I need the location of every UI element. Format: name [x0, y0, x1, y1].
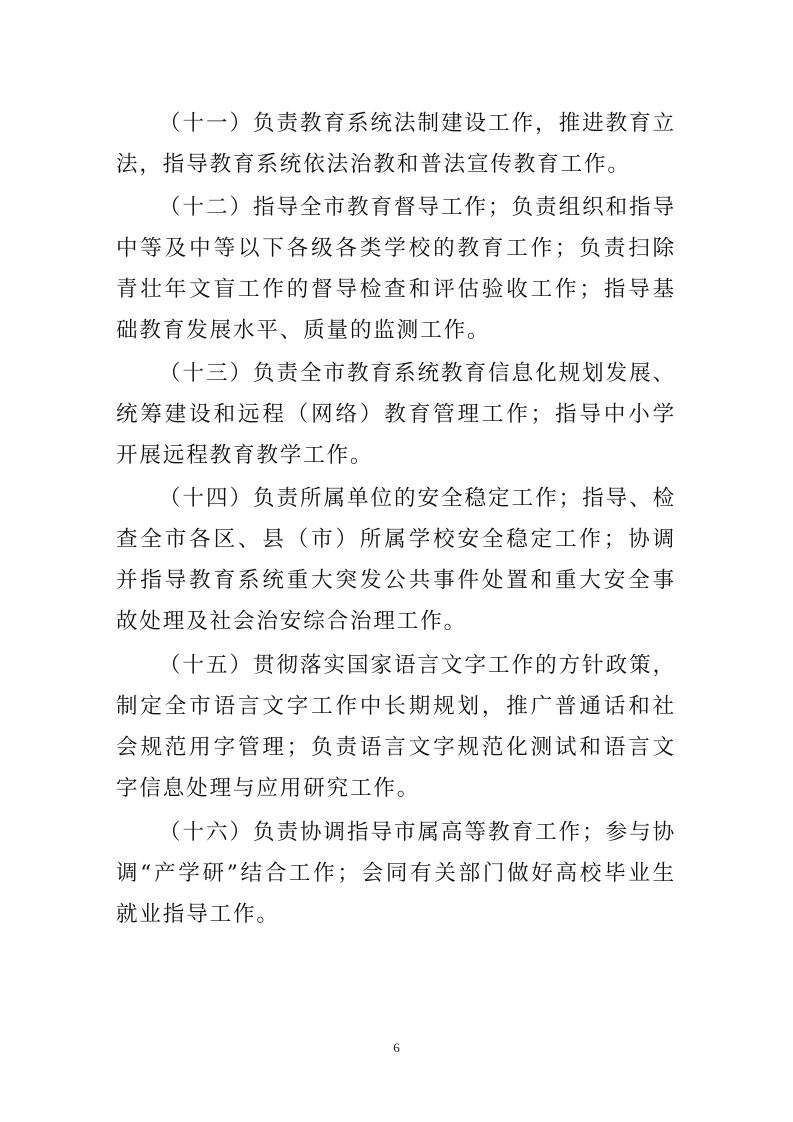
page-number: 6 — [393, 1040, 400, 1055]
paragraph-item-16: （十六）负责协调指导市属高等教育工作；参与协调“产学研”结合工作；会同有关部门做好高校毕业生就业指导工作。 — [116, 820, 676, 927]
paragraph-item-12: （十二）指导全市教育督导工作；负责组织和指导中等及中等以下各级各类学校的教育工作；负责扫除青壮年文盲工作的督导检查和评估验收工作；指导基础教育发展水平、质量的监测工作。 — [116, 195, 676, 343]
paragraph-item-13: （十三）负责全市教育系统教育信息化规划发展、统筹建设和远程（网络）教育管理工作；指导中小学开展远程教育教学工作。 — [116, 361, 676, 468]
paragraph-item-14: （十四）负责所属单位的安全稳定工作；指导、检查全市各区、县（市）所属学校安全稳定工作；协调并指导教育系统重大突发公共事件处置和重大安全事故处理及社会治安综合治理工作。 — [116, 486, 676, 634]
paragraph-item-15: （十五）贯彻落实国家语言文字工作的方针政策，制定全市语言文字工作中长期规划，推广普通话和社会规范用字管理；负责语言文字规范化测试和语言文字信息处理与应用研究工作。 — [116, 653, 676, 801]
paragraph-item-11: （十一）负责教育系统法制建设工作，推进教育立法，指导教育系统依法治教和普法宣传教育工作。 — [116, 111, 676, 177]
